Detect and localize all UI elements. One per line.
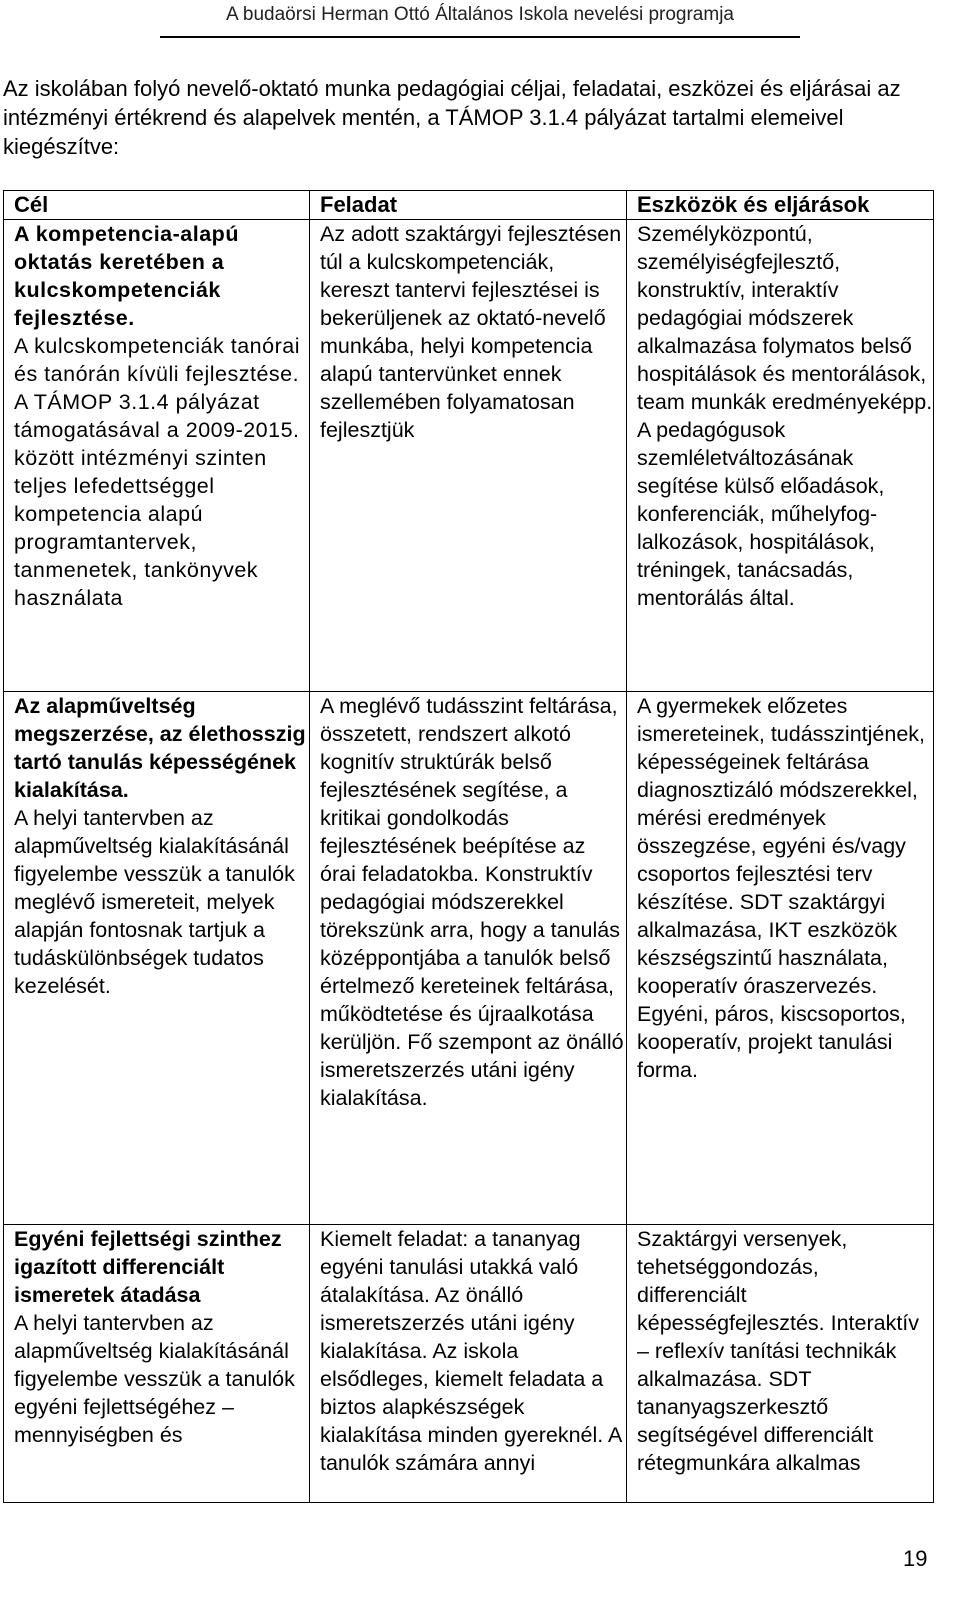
tools-cell: Személyközpontú, személyiségfejlesztő, konstruktív, interaktív pedagógiai módszerek alkalmazása folymatos belső hospitálások és mentorálások, team munkák eredményeképp. A pedagógusok szemléletváltozásának segítése külső előadások, konferenciák, műhelyfog-lalkozások, hospitálások, tréningek, tanácsadás, mentorálás által.: [627, 220, 934, 692]
header-feladat: Feladat: [310, 191, 627, 220]
goal-cell: [4, 1225, 310, 1503]
task-cell: Az adott szaktárgyi fejlesztésen túl a kulcskompetenciák, kereszt tantervi fejlesztései is bekerüljenek az oktató-nevelő munkába, helyi kompetencia alapú tantervünket ennek szellemében folyamatosan fejlesztjük: [310, 220, 627, 692]
goal-title: A kompetencia-alapú oktatás keretében a kulcskompetenciák fejlesztése.: [14, 222, 239, 330]
goal-title: Egyéni fejlettségi szinthez igazított differenciált ismeretek átadása: [14, 1227, 282, 1307]
goal-text: A helyi tantervben az alapműveltség kialakításánál figyelembe vesszük a tanulók meglévő ismereteit, melyek alapján fontosnak tartjuk a tudáskülönbségek tudatos kezelését.: [14, 806, 295, 998]
page-number: 19: [903, 1546, 928, 1571]
task-cell: A meglévő tudásszint feltárása, összetett, rendszert alkotó kognitív struktúrák belső fejlesztésének segítése, a kritikai gondolkodás fejlesztésének beépítése az órai feladatokba. Konstruktív pedagógiai módszerekkel törekszünk arra, hogy a tanulás középpontjába a tanulók belső értelmező kereteinek feltárása, működtetése és újraalkotása kerüljön. Fő szempont az önálló ismeretszerzés utáni igény kialakítása.: [310, 692, 627, 1225]
tools-cell: A gyermekek előzetes ismereteinek, tudásszintjének, képességeinek feltárása diagnosztizáló módszerekkel, mérési eredmények összegzése, egyéni és/vagy csoportos fejlesztési terv készítése. SDT szaktárgyi alkalmazása, IKT eszközök készségszintű használata, kooperatív óraszervezés. Egyéni, páros, kiscsoportos, kooperatív, projekt tanulási forma.: [627, 692, 934, 1225]
table-row: [4, 1225, 934, 1503]
header-cel: Cél: [4, 191, 310, 220]
table-row: [4, 220, 934, 692]
header-eszkozok: Eszközök és eljárások: [627, 191, 934, 220]
goals-table: [3, 190, 934, 1503]
task-cell: Kiemelt feladat: a tananyag egyéni tanulási utakká való átalakítása. Az önálló ismeretszerzés utáni igény kialakítása. Az iskola elsődleges, kiemelt feladata a biztos alapkészségek kialakítása minden gyereknél. A tanulók számára annyi: [310, 1225, 627, 1503]
table-header-row: [4, 191, 934, 220]
goal-text: A kulcskompetenciák tanórai és tanórán kívüli fejlesztése. A TÁMOP 3.1.4 pályázat támogatásával a 2009-2015. között intézményi szinten teljes lefedettséggel kompetencia alapú programtantervek, tanmenetek, tankönyvek használata: [14, 334, 300, 610]
goal-title: Az alapműveltség megszerzése, az élethosszig tartó tanulás képességének kialakítása.: [14, 694, 306, 802]
table-row: [4, 692, 934, 1225]
goal-cell: [4, 220, 310, 692]
goal-text: A helyi tantervben az alapműveltség kialakításánál figyelembe vesszük a tanulók egyéni fejlettségéhez – mennyiségben és: [14, 1311, 295, 1447]
header-rule: [160, 36, 800, 38]
tools-cell: Szaktárgyi versenyek, tehetséggondozás, differenciált képességfejlesztés. Interaktív – reflexív tanítási technikák alkalmazása. SDT tananyagszerkesztő segítségével differenciált rétegmunkára alkalmas: [627, 1225, 934, 1503]
running-header: A budaörsi Herman Ottó Általános Iskola nevelési programja: [226, 4, 734, 25]
intro-paragraph: Az iskolában folyó nevelő-oktató munka pedagógiai céljai, feladatai, eszközei és eljárásai az intézményi értékrend és alapelvek mentén, a TÁMOP 3.1.4 pályázat tartalmi elemeivel kiegészítve:: [3, 76, 901, 159]
goal-cell: [4, 692, 310, 1225]
